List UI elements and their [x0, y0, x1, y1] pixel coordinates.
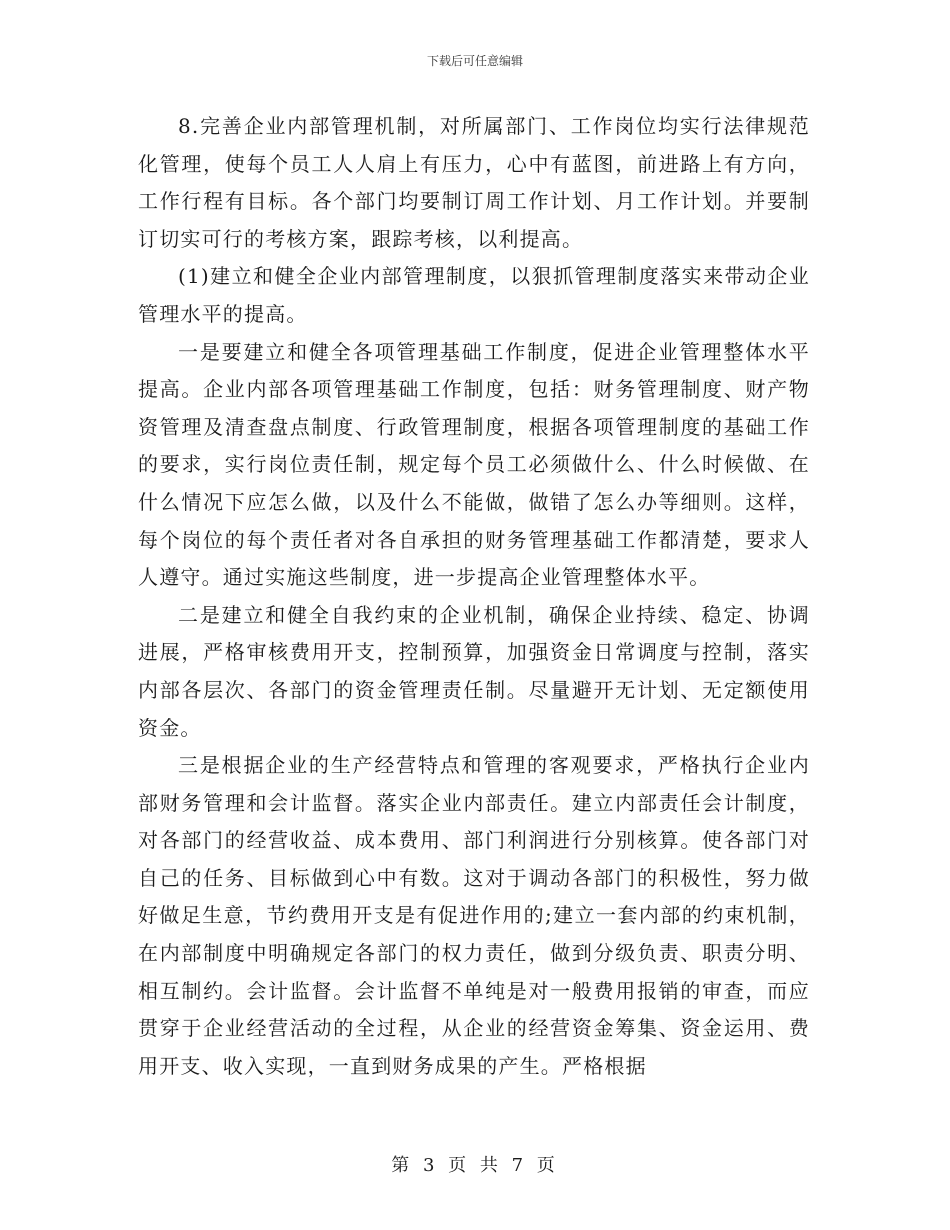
page-header-note: 下载后可任意编辑	[426, 54, 523, 68]
paragraph-item-1: (1)建立和健全企业内部管理制度，以狠抓管理制度落实来带动企业管理水平的提高。	[138, 264, 810, 326]
paragraph-point-two: 二是建立和健全自我约束的企业机制，确保企业持续、稳定、协调进展，严格审核费用开支，控制预算，加强资金日常调度与控制，落实内部各层次、各部门的资金管理责任制。尽量避开无计划、无定额使用资金。	[138, 602, 810, 740]
page-number-footer: 第 3 页 共 7 页	[391, 1155, 559, 1176]
paragraph-section-8: 8.完善企业内部管理机制，对所属部门、工作岗位均实行法律规范化管理，使每个员工人人肩上有压力，心中有蓝图，前进路上有方向，工作行程有目标。各个部门均要制订周工作计划、月工作计划。并要制订切实可行的考核方案，跟踪考核，以利提高。	[138, 114, 810, 251]
document-body	[138, 108, 810, 1085]
paragraph-point-three: 三是根据企业的生产经营特点和管理的客观要求，严格执行企业内部财务管理和会计监督。落实企业内部责任。建立内部责任会计制度，对各部门的经营收益、成本费用、部门利润进行分别核算。使各部门对自己的任务、目标做到心中有数。这对于调动各部门的积极性，努力做好做足生意，节约费用开支是有促进作用的;建立一套内部的约束机制，在内部制度中明确规定各部门的权力责任，做到分级负责、职责分明、相互制约。会计监督。会计监督不单纯是对一般费用报销的审查，而应贯穿于企业经营活动的全过程，从企业的经营资金筹集、资金运用、费用开支、收入实现，一直到财务成果的产生。严格根据	[138, 753, 810, 1078]
paragraph-point-one: 一是要建立和健全各项管理基础工作制度，促进企业管理整体水平提高。企业内部各项管理基础工作制度，包括：财务管理制度、财产物资管理及清查盘点制度、行政管理制度，根据各项管理制度的基础工作的要求，实行岗位责任制，规定每个员工必须做什么、什么时候做、在什么情况下应怎么做，以及什么不能做，做错了怎么办等细则。这样，每个岗位的每个责任者对各自承担的财务管理基础工作都清楚，要求人人遵守。通过实施这些制度，进一步提高企业管理整体水平。	[138, 339, 810, 590]
